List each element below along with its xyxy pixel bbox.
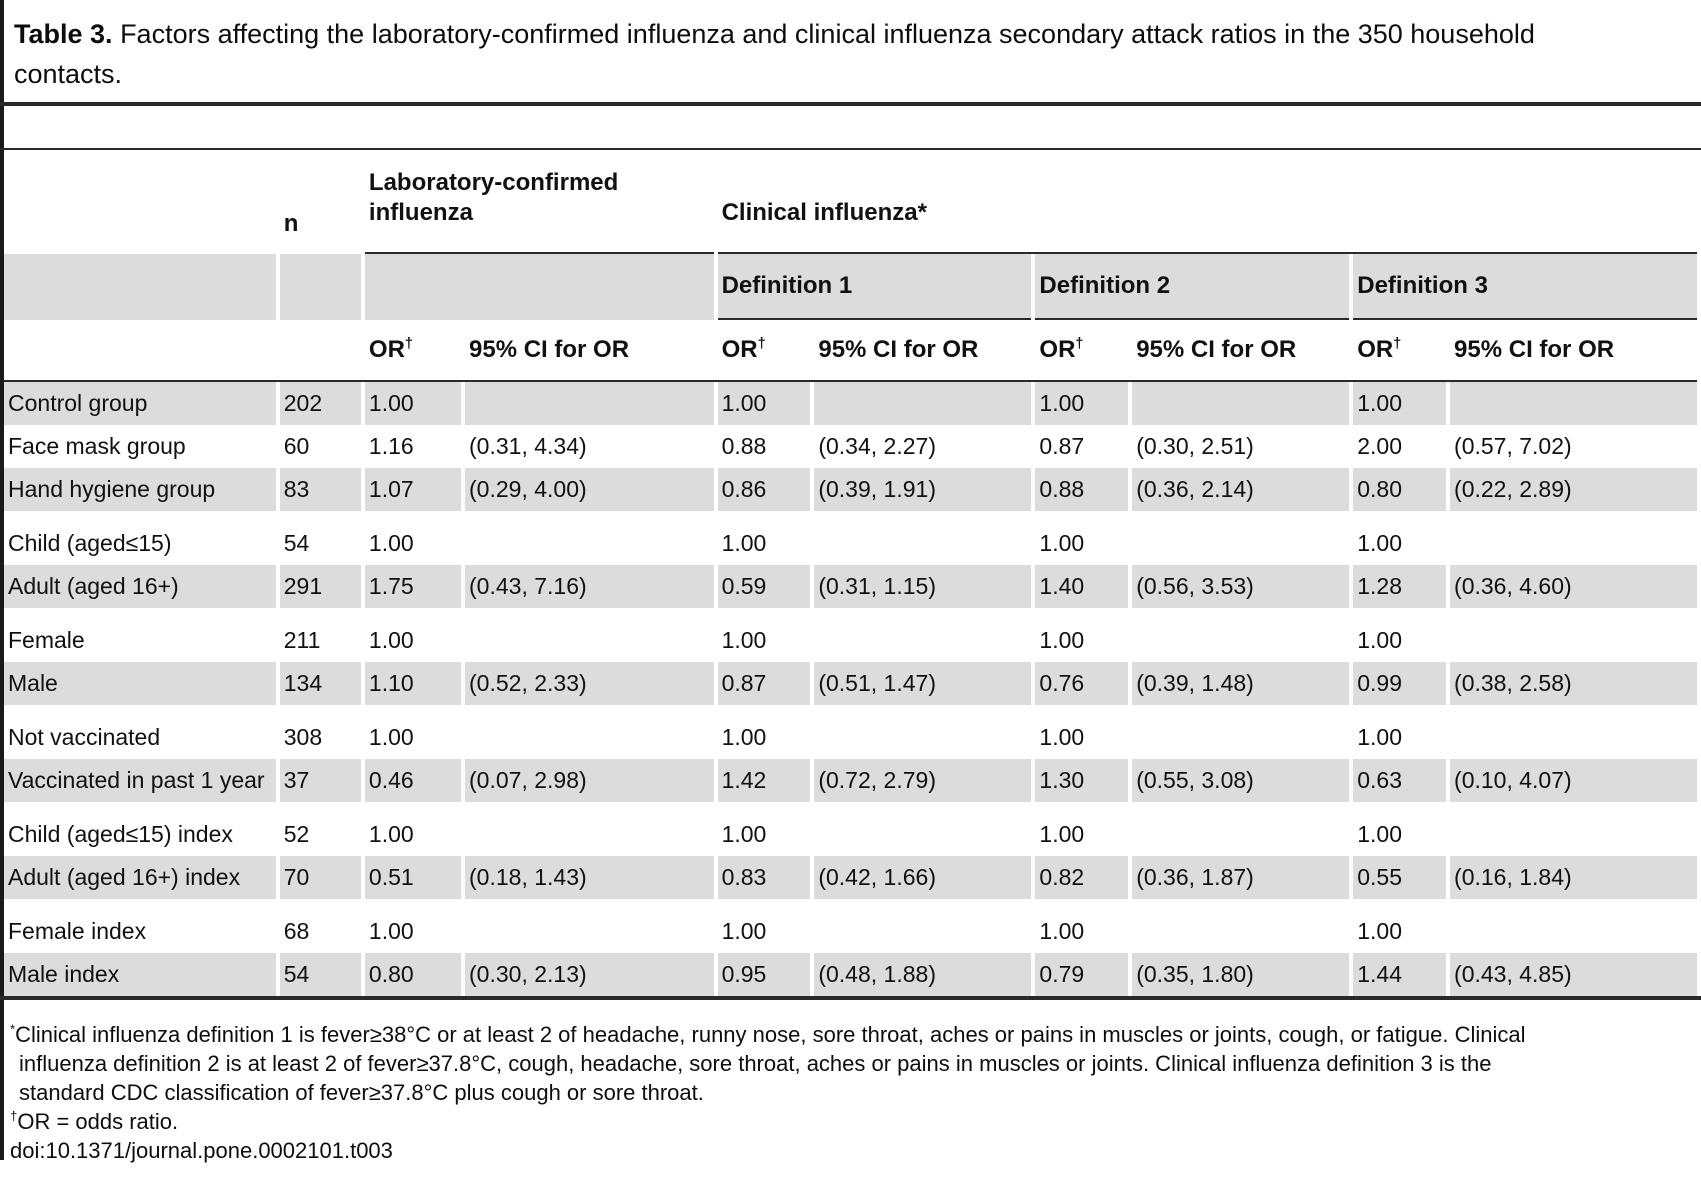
table-row xyxy=(4,382,1697,425)
table-row xyxy=(4,619,1697,662)
cell-n: 60 xyxy=(283,433,310,459)
col-header-or xyxy=(718,320,811,380)
col-header-or xyxy=(1035,320,1128,380)
cell-or: 1.00 xyxy=(1039,530,1085,556)
cell-or: 0.80 xyxy=(1353,468,1446,511)
cell-or: 1.00 xyxy=(368,918,414,944)
footnote-definitions xyxy=(10,1020,1555,1107)
col-header-definition-2: Definition 2 xyxy=(1035,254,1349,320)
cell-or: 0.63 xyxy=(1353,759,1446,802)
cell-or: 1.28 xyxy=(1353,565,1446,608)
cell-n: 54 xyxy=(280,953,361,996)
cell-or: 1.00 xyxy=(721,530,767,556)
empty-cell xyxy=(4,320,276,380)
row-label: Control group xyxy=(4,382,276,425)
cell-n: 37 xyxy=(280,759,361,802)
cell-n: 202 xyxy=(280,382,361,425)
cell-or: 0.88 xyxy=(1035,468,1128,511)
cell-ci: (0.36, 4.60) xyxy=(1450,565,1697,608)
cell-n: 308 xyxy=(283,724,323,750)
cell-ci xyxy=(465,716,714,759)
table-number: Table 3. xyxy=(14,19,113,49)
cell-ci xyxy=(814,522,1031,565)
cell-ci xyxy=(1132,910,1349,953)
cell-or: 1.00 xyxy=(368,530,414,556)
cell-n: 134 xyxy=(280,662,361,705)
table-row xyxy=(4,716,1697,759)
cell-ci: (0.22, 2.89) xyxy=(1450,468,1697,511)
cell-ci xyxy=(465,382,714,425)
table-caption xyxy=(0,0,1574,94)
cell-ci xyxy=(814,813,1031,856)
row-label: Hand hygiene group xyxy=(4,468,276,511)
empty-cell xyxy=(280,320,361,380)
row-label: Adult (aged 16+) xyxy=(4,565,276,608)
cell-or: 1.00 xyxy=(1039,724,1085,750)
row-label: Child (aged≤15) index xyxy=(8,821,233,847)
cell-ci: (0.07, 2.98) xyxy=(465,759,714,802)
cell-ci xyxy=(465,910,714,953)
cell-or: 0.83 xyxy=(718,856,811,899)
or-label: OR xyxy=(1039,336,1076,363)
shaded-empty-cell xyxy=(4,254,276,320)
cell-or: 1.00 xyxy=(1039,918,1085,944)
cell-or: 0.87 xyxy=(718,662,811,705)
cell-or: 0.79 xyxy=(1035,953,1128,996)
footnote-or-text: OR = odds ratio. xyxy=(17,1109,179,1134)
cell-ci: (0.36, 1.87) xyxy=(1132,856,1349,899)
cell-or: 1.00 xyxy=(1353,382,1446,425)
cell-ci xyxy=(1132,813,1349,856)
cell-ci: (0.48, 1.88) xyxy=(814,953,1031,996)
or-label: OR xyxy=(721,336,758,363)
cell-or: 0.55 xyxy=(1353,856,1446,899)
cell-or: 1.00 xyxy=(1357,821,1403,847)
cell-or: 1.10 xyxy=(365,662,461,705)
col-header-ci: 95% CI for OR xyxy=(1136,336,1297,363)
group-spacer-row xyxy=(4,802,1697,813)
cell-or: 0.95 xyxy=(718,953,811,996)
cell-or: 1.30 xyxy=(1035,759,1128,802)
cell-or: 1.00 xyxy=(721,724,767,750)
cell-ci xyxy=(814,382,1031,425)
col-header-lab-confirmed: Laboratory-confirmed influenza xyxy=(365,150,714,254)
table-bottom-rule xyxy=(0,996,1701,1000)
cell-or: 1.00 xyxy=(721,918,767,944)
cell-ci: (0.55, 3.08) xyxy=(1132,759,1349,802)
cell-or: 0.82 xyxy=(1035,856,1128,899)
cell-or: 1.00 xyxy=(365,382,461,425)
cell-or: 0.88 xyxy=(721,433,767,459)
col-header-ci: 95% CI for OR xyxy=(818,336,979,363)
cell-ci xyxy=(814,910,1031,953)
cell-n: 83 xyxy=(280,468,361,511)
row-label: Male index xyxy=(4,953,276,996)
cell-n: 54 xyxy=(283,530,310,556)
cell-or: 0.87 xyxy=(1039,433,1085,459)
cell-ci xyxy=(1132,522,1349,565)
col-header-definition-1: Definition 1 xyxy=(718,254,1032,320)
cell-or: 2.00 xyxy=(1357,433,1403,459)
cell-or: 1.16 xyxy=(368,433,414,459)
col-header-n: n xyxy=(283,210,299,237)
cell-ci: (0.39, 1.48) xyxy=(1132,662,1349,705)
cell-ci xyxy=(1450,910,1697,953)
footnote-definitions-text: Clinical influenza definition 1 is fever≥38°C or at least 2 of headache, runny nose, sore throat, aches or pains in muscles or joints, cough, or fatigue. Clinical influenza definition 2 is at least 2 of fever≥37.8°C, cough, headache, sore throat, aches or pains in muscles or joints. Clinical influenza definition 3 is the standard CDC classification of fever≥37.8°C plus cough or sore throat. xyxy=(15,1022,1526,1105)
cell-n: 211 xyxy=(283,627,321,653)
footnote-or xyxy=(10,1107,1555,1136)
cell-or: 0.76 xyxy=(1035,662,1128,705)
cell-ci xyxy=(465,813,714,856)
table-row xyxy=(4,522,1697,565)
shaded-empty-cell xyxy=(365,254,714,320)
dagger-mark: † xyxy=(1393,336,1402,352)
doi-line: doi:10.1371/journal.pone.0002101.t003 xyxy=(10,1138,393,1163)
cell-ci: (0.43, 4.85) xyxy=(1450,953,1697,996)
cell-or: 1.40 xyxy=(1035,565,1128,608)
cell-n: 52 xyxy=(283,821,310,847)
cell-ci: (0.29, 4.00) xyxy=(465,468,714,511)
cell-ci xyxy=(1132,716,1349,759)
cell-or: 1.00 xyxy=(1357,530,1403,556)
cell-ci xyxy=(1450,382,1697,425)
cell-ci xyxy=(1132,619,1349,662)
shaded-empty-cell xyxy=(280,254,361,320)
table-row xyxy=(4,856,1697,899)
cell-ci: (0.57, 7.02) xyxy=(1454,433,1572,459)
row-label: Face mask group xyxy=(8,433,186,459)
cell-or: 1.00 xyxy=(721,627,767,653)
cell-ci: (0.30, 2.51) xyxy=(1136,433,1254,459)
cell-or: 1.00 xyxy=(1357,724,1403,750)
row-label: Vaccinated in past 1 year xyxy=(4,759,276,802)
cell-or: 1.00 xyxy=(718,382,811,425)
or-label: OR xyxy=(368,336,405,363)
cell-ci: (0.34, 2.27) xyxy=(818,433,936,459)
cell-or: 1.00 xyxy=(368,821,414,847)
cell-n: 68 xyxy=(283,918,310,944)
cell-ci xyxy=(465,619,714,662)
cell-or: 0.59 xyxy=(718,565,811,608)
cell-ci: (0.31, 1.15) xyxy=(814,565,1031,608)
group-spacer-row xyxy=(4,705,1697,716)
table-row xyxy=(4,953,1697,996)
cell-ci xyxy=(1132,382,1349,425)
cell-ci xyxy=(1450,619,1697,662)
group-header-row xyxy=(4,150,1697,254)
col-header-ci: 95% CI for OR xyxy=(1454,336,1615,363)
definition-header-row xyxy=(4,254,1697,320)
cell-or: 1.00 xyxy=(1035,382,1128,425)
col-header-ci: 95% CI for OR xyxy=(469,336,630,363)
cell-n: 70 xyxy=(280,856,361,899)
row-label: Male xyxy=(4,662,276,705)
cell-or: 1.00 xyxy=(1039,627,1085,653)
table-row xyxy=(4,662,1697,705)
row-label: Child (aged≤15) xyxy=(8,530,172,556)
col-header-definition-3: Definition 3 xyxy=(1353,254,1697,320)
cell-or: 1.00 xyxy=(1357,918,1403,944)
cell-ci xyxy=(1450,716,1697,759)
table-row xyxy=(4,910,1697,953)
dagger-mark: † xyxy=(1075,336,1084,352)
cell-ci: (0.42, 1.66) xyxy=(814,856,1031,899)
col-header-or xyxy=(1353,320,1446,380)
caption-text: Factors affecting the laboratory-confirmed influenza and clinical influenza secondary attack ratios in the 350 household contacts. xyxy=(14,19,1535,89)
group-spacer-row xyxy=(4,511,1697,522)
cell-ci: (0.51, 1.47) xyxy=(814,662,1031,705)
cell-or: 0.80 xyxy=(365,953,461,996)
dagger-mark: † xyxy=(10,1108,18,1124)
cell-or: 0.51 xyxy=(365,856,461,899)
cell-ci: (0.18, 1.43) xyxy=(465,856,714,899)
subheader-row xyxy=(4,320,1697,380)
cell-or: 1.00 xyxy=(1357,627,1403,653)
cell-or: 1.00 xyxy=(368,724,414,750)
cell-ci: (0.30, 2.13) xyxy=(465,953,714,996)
cell-ci: (0.10, 4.07) xyxy=(1450,759,1697,802)
header-empty-cell xyxy=(4,150,276,254)
cell-ci xyxy=(814,619,1031,662)
cell-or: 0.46 xyxy=(365,759,461,802)
cell-ci: (0.52, 2.33) xyxy=(465,662,714,705)
cell-or: 1.44 xyxy=(1353,953,1446,996)
cell-ci xyxy=(1450,522,1697,565)
cell-or: 1.00 xyxy=(368,627,414,653)
cell-ci: (0.16, 1.84) xyxy=(1450,856,1697,899)
cell-or: 0.99 xyxy=(1353,662,1446,705)
cell-n: 291 xyxy=(280,565,361,608)
row-label: Female xyxy=(8,627,85,653)
table-row xyxy=(4,759,1697,802)
col-header-clinical: Clinical influenza* xyxy=(718,150,1697,254)
col-header-or xyxy=(365,320,461,380)
results-table xyxy=(0,150,1701,996)
caption-rule xyxy=(0,102,1701,106)
row-label: Adult (aged 16+) index xyxy=(4,856,276,899)
cell-or: 1.42 xyxy=(718,759,811,802)
cell-or: 1.07 xyxy=(365,468,461,511)
table-row xyxy=(4,813,1697,856)
cell-ci xyxy=(814,716,1031,759)
cell-ci: (0.36, 2.14) xyxy=(1132,468,1349,511)
cell-ci: (0.39, 1.91) xyxy=(814,468,1031,511)
cell-ci: (0.38, 2.58) xyxy=(1450,662,1697,705)
cell-ci: (0.35, 1.80) xyxy=(1132,953,1349,996)
cell-or: 1.75 xyxy=(365,565,461,608)
footnotes xyxy=(10,1020,1555,1165)
dagger-mark: † xyxy=(757,336,766,352)
group-spacer-row xyxy=(4,899,1697,910)
asterisk-mark: * xyxy=(10,1021,16,1037)
cell-ci: (0.31, 4.34) xyxy=(469,433,587,459)
cell-ci: (0.43, 7.16) xyxy=(465,565,714,608)
dagger-mark: † xyxy=(404,336,413,352)
row-label: Not vaccinated xyxy=(8,724,161,750)
cell-ci xyxy=(465,522,714,565)
cell-ci: (0.72, 2.79) xyxy=(814,759,1031,802)
table-row xyxy=(4,425,1697,468)
cell-or: 0.86 xyxy=(718,468,811,511)
group-spacer-row xyxy=(4,608,1697,619)
table-row xyxy=(4,468,1697,511)
cell-ci xyxy=(1450,813,1697,856)
cell-or: 1.00 xyxy=(721,821,767,847)
table-row xyxy=(4,565,1697,608)
row-label: Female index xyxy=(8,918,147,944)
cell-ci: (0.56, 3.53) xyxy=(1132,565,1349,608)
cell-or: 1.00 xyxy=(1039,821,1085,847)
or-label: OR xyxy=(1357,336,1394,363)
